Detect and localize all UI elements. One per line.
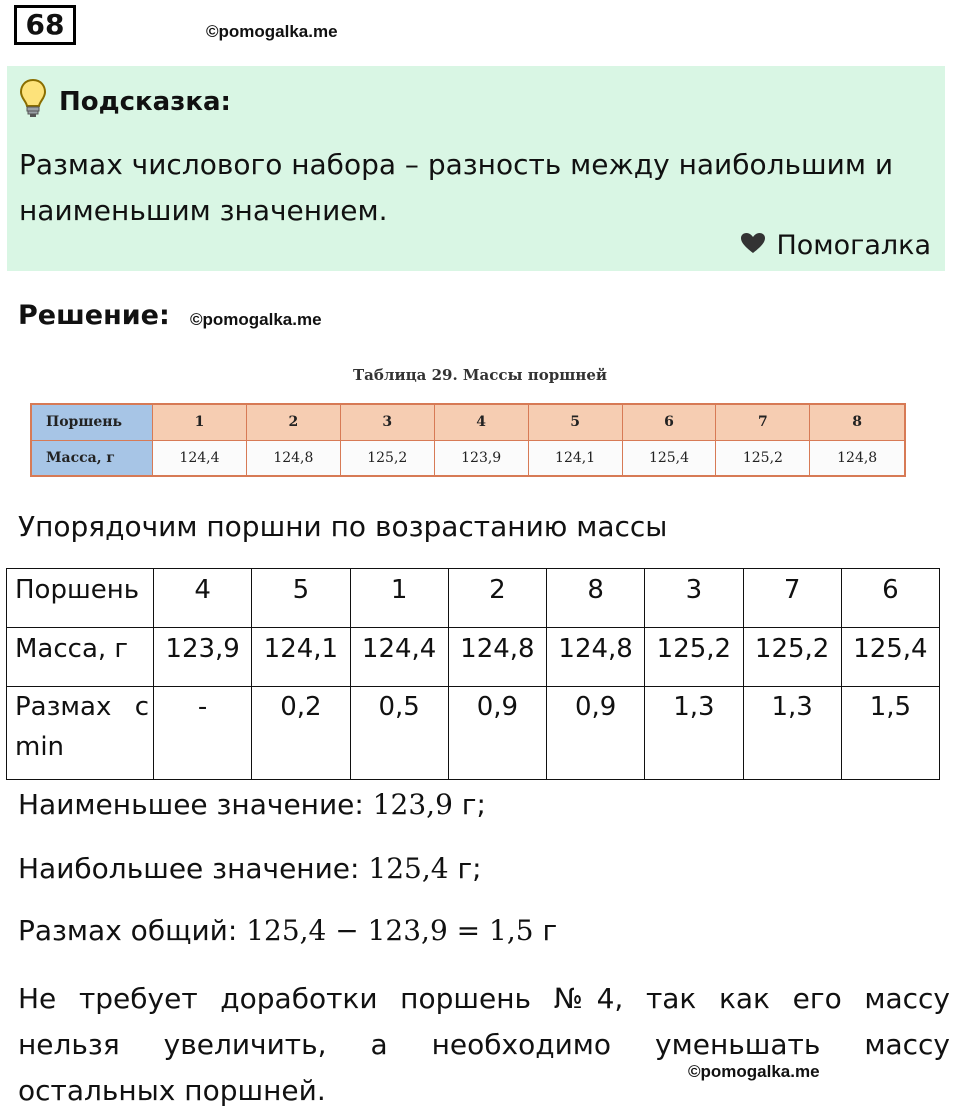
max-label: Наибольшее значение: (18, 852, 369, 885)
sorted-cell: 0,5 (350, 687, 448, 780)
source-cell: 124,8 (246, 440, 340, 476)
source-row-label-pistons: Поршень (31, 404, 153, 440)
min-line (18, 788, 486, 821)
range-label-line2: min (15, 732, 65, 762)
max-value: 125,4 (368, 852, 449, 885)
source-cell: 2 (246, 404, 340, 440)
watermark-top: ©pomogalka.me (206, 22, 338, 41)
sorted-cell: 7 (743, 569, 841, 628)
sort-text: Упорядочим поршни по возрастанию массы (18, 510, 668, 543)
source-row-label-masses: Масса, г (31, 440, 153, 476)
sorted-table (6, 568, 940, 780)
sorted-cell: 124,1 (252, 628, 350, 687)
sorted-row-ranges (7, 687, 940, 780)
sorted-cell: 1,3 (743, 687, 841, 780)
sorted-cell: 123,9 (154, 628, 252, 687)
sorted-cell: 0,2 (252, 687, 350, 780)
range-unit: г (533, 914, 558, 947)
range-label: Размах общий: (18, 914, 247, 947)
sorted-cell: 125,2 (645, 628, 743, 687)
hint-signature (740, 230, 931, 261)
sorted-cell: 6 (841, 569, 939, 628)
source-cell: 6 (622, 404, 716, 440)
sorted-cell: 125,4 (841, 628, 939, 687)
source-table (30, 403, 906, 477)
sorted-cell: 8 (547, 569, 645, 628)
sorted-cell: 125,2 (743, 628, 841, 687)
sorted-cell: 1,5 (841, 687, 939, 780)
watermark-bottom: ©pomogalka.me (688, 1062, 820, 1081)
source-cell: 5 (528, 404, 622, 440)
source-cell: 7 (716, 404, 810, 440)
conclusion-line1: Не требует доработки поршень №4, так как его массу (18, 982, 950, 1015)
range-label-line1: Размах с (15, 692, 149, 722)
sorted-cell: 0,9 (547, 687, 645, 780)
hint-title-text: Подсказка: (59, 86, 231, 117)
conclusion-line3: остальных поршней. (18, 1074, 326, 1107)
sorted-cell: 1,3 (645, 687, 743, 780)
sorted-cell: 5 (252, 569, 350, 628)
sorted-row-label-pistons: Поршень (7, 569, 154, 628)
sorted-cell: 4 (154, 569, 252, 628)
hint-box (7, 66, 945, 271)
conclusion-line2: нельзя увеличить, а необходимо уменьшать массу (18, 1028, 950, 1061)
solution-heading: Решение: (18, 300, 170, 331)
hint-title (19, 78, 231, 125)
source-cell: 3 (340, 404, 434, 440)
sorted-cell: 1 (350, 569, 448, 628)
lightbulb-icon (19, 78, 59, 125)
range-expression: 125,4 − 123,9 = 1,5 (246, 914, 534, 947)
max-line (18, 852, 482, 885)
conclusion (18, 976, 950, 1114)
sorted-row-pistons (7, 569, 940, 628)
source-cell: 124,1 (528, 440, 622, 476)
min-value: 123,9 (372, 788, 453, 821)
max-unit: г; (448, 852, 482, 885)
task-number: 68 (14, 5, 76, 45)
sorted-cell: 3 (645, 569, 743, 628)
hint-signature-text: Помогалка (776, 230, 931, 261)
heart-icon (740, 230, 776, 261)
source-cell: 125,2 (716, 440, 810, 476)
source-table-caption: Таблица 29. Массы поршней (352, 366, 608, 384)
sorted-cell: 124,8 (547, 628, 645, 687)
sorted-cell: 2 (448, 569, 546, 628)
sorted-cell: 0,9 (448, 687, 546, 780)
source-cell: 125,4 (622, 440, 716, 476)
source-cell: 123,9 (434, 440, 528, 476)
source-table-row-masses (31, 440, 905, 476)
source-cell: 1 (153, 404, 247, 440)
min-unit: г; (452, 788, 486, 821)
sorted-row-label-masses: Масса, г (7, 628, 154, 687)
source-table-row-pistons (31, 404, 905, 440)
source-cell: 8 (810, 404, 905, 440)
sorted-row-label-ranges (7, 687, 154, 780)
sorted-cell: 124,8 (448, 628, 546, 687)
range-line (18, 914, 557, 947)
source-cell: 4 (434, 404, 528, 440)
sorted-cell: 124,4 (350, 628, 448, 687)
watermark-mid: ©pomogalka.me (190, 310, 322, 329)
hint-text: Размах числового набора – разность между наибольшим и наименьшим значением. (19, 148, 894, 227)
sorted-cell: - (154, 687, 252, 780)
source-cell: 125,2 (340, 440, 434, 476)
source-cell: 124,4 (153, 440, 247, 476)
sorted-row-masses (7, 628, 940, 687)
source-cell: 124,8 (810, 440, 905, 476)
min-label: Наименьшее значение: (18, 788, 373, 821)
